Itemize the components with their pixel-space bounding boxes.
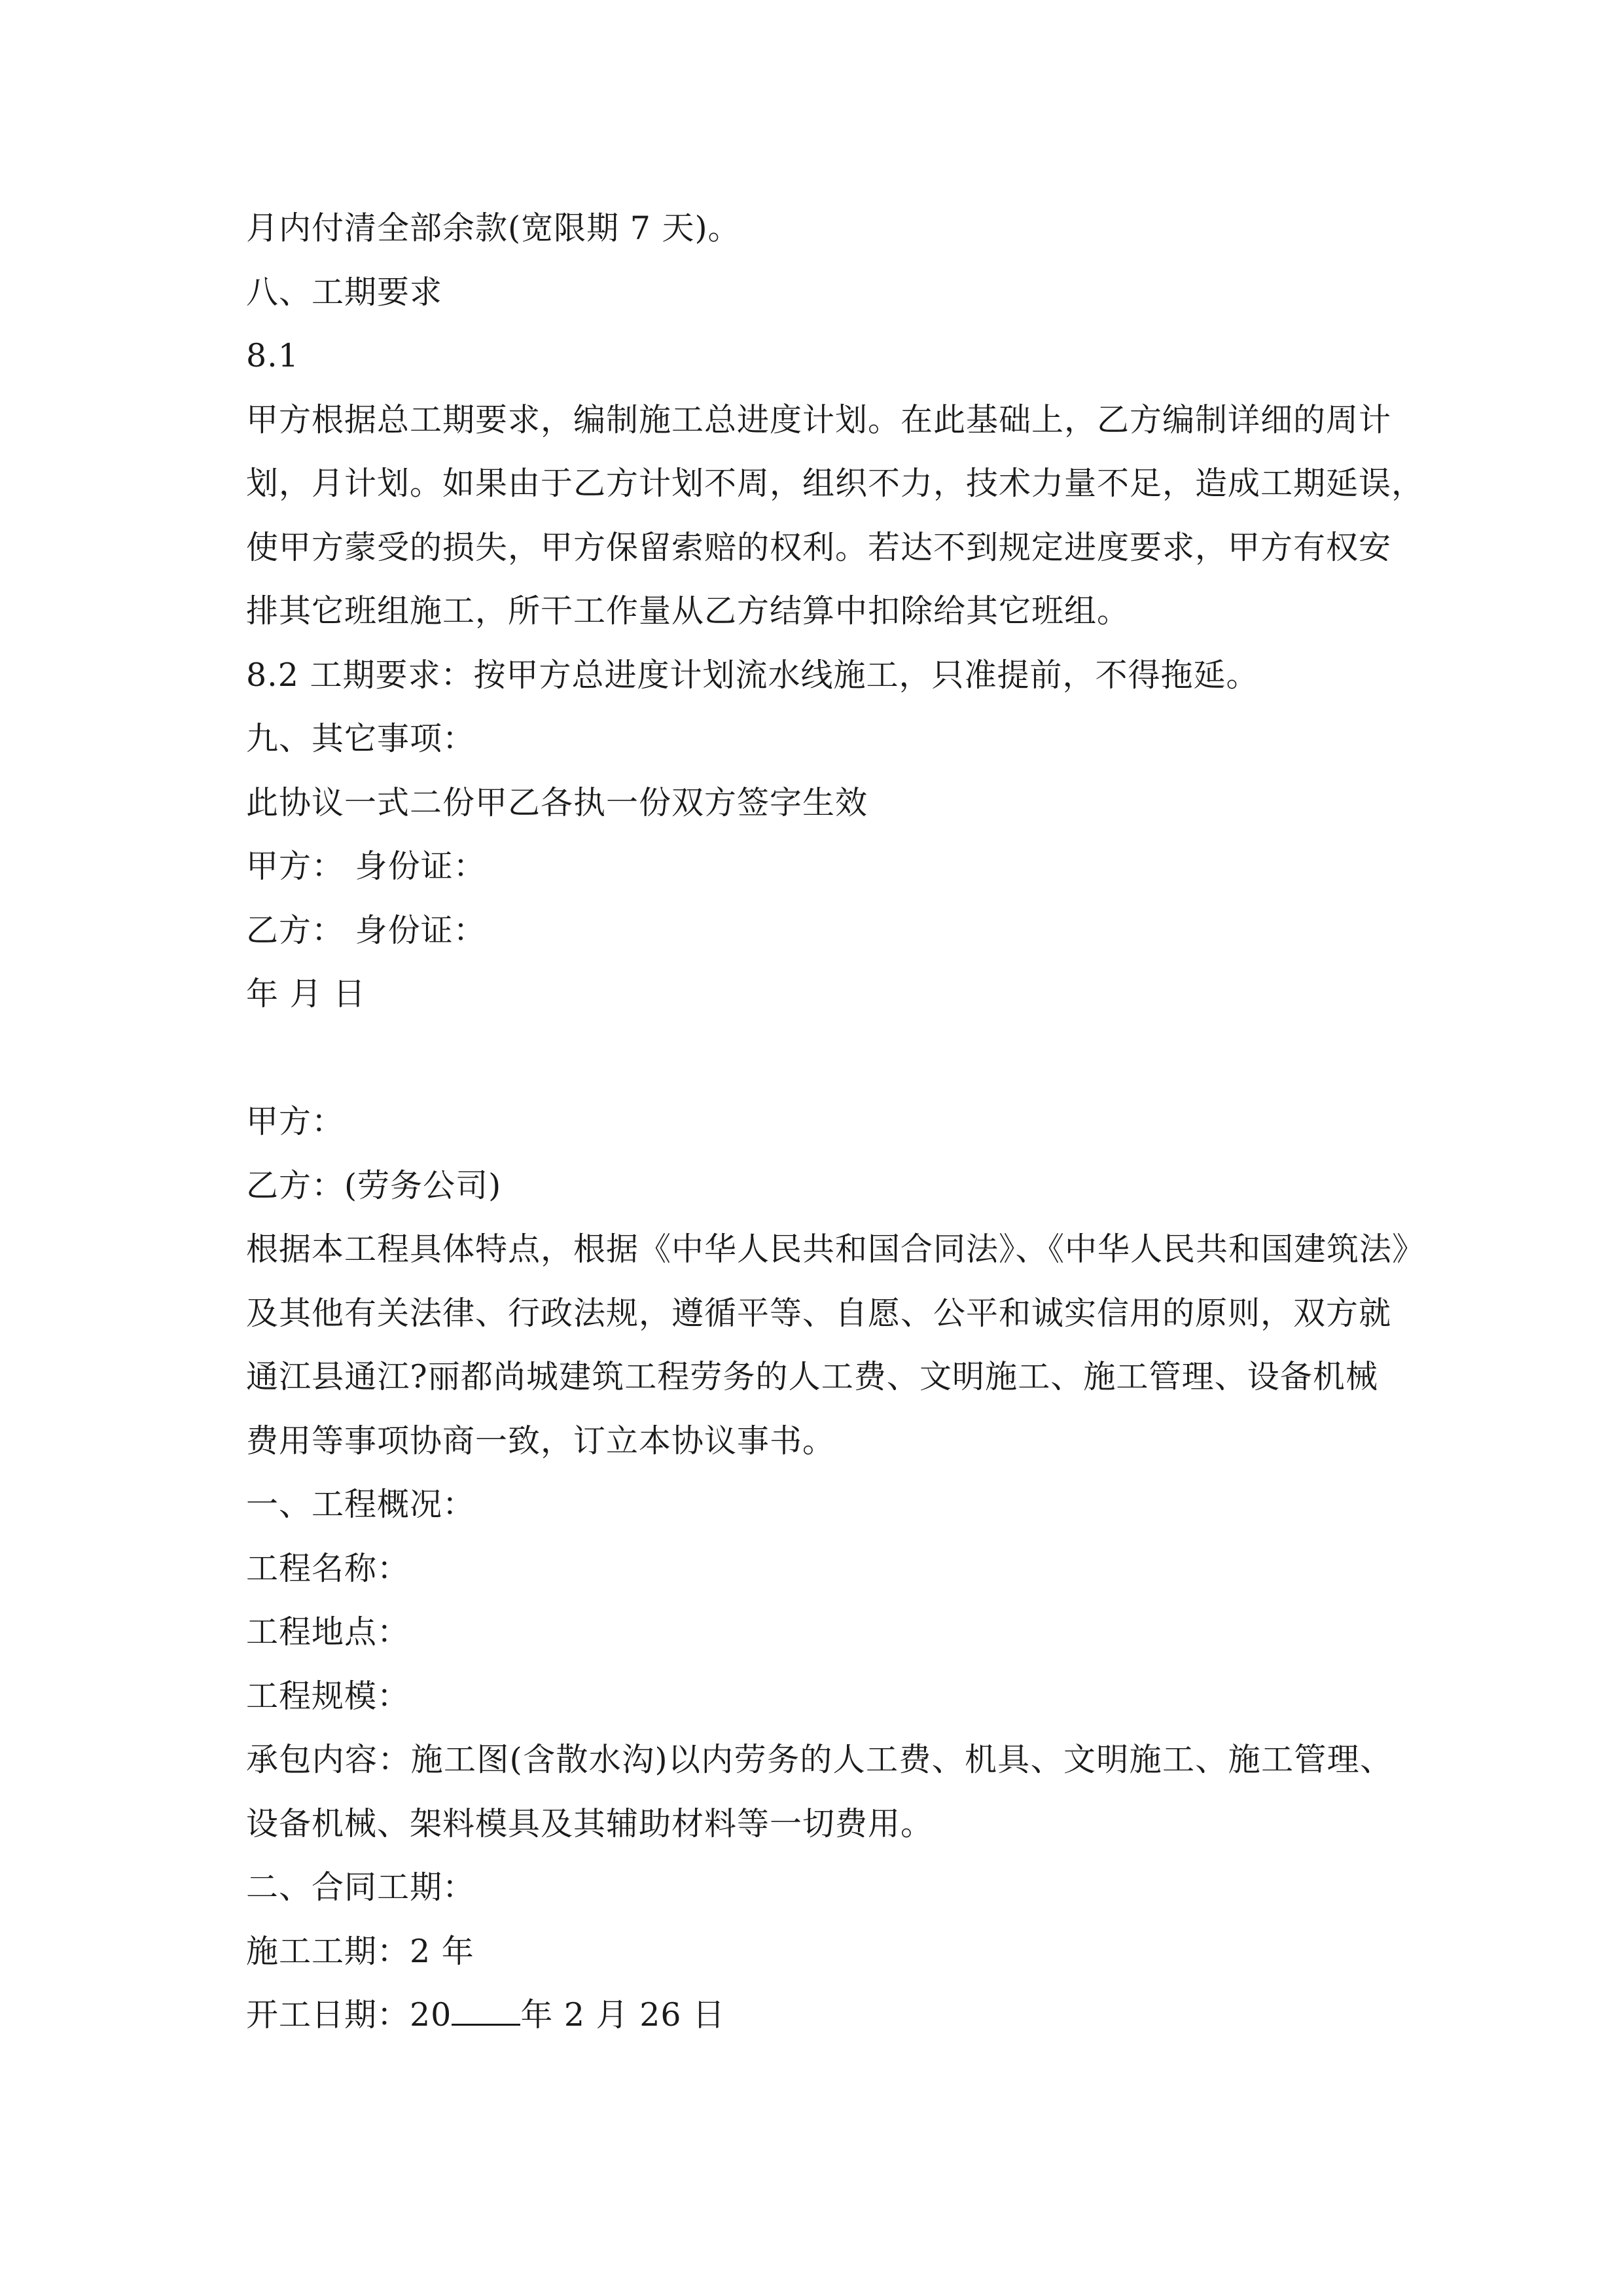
blank-line [246,1026,1411,1090]
text-line: 月内付清全部余款(宽限期 7 天)。 [246,209,741,247]
text-line: 使甲方蒙受的损失，甲方保留索赔的权利。若达不到规定进度要求，甲方有权安 [246,528,1392,566]
blank-underline [452,1998,520,2026]
field-project-name: 工程名称： [246,1549,410,1587]
text-line: 此协议一式二份甲乙各执一份双方签字生效 [246,783,868,821]
signature-party-b: 乙方： 身份证： [246,911,486,949]
clause-number: 8.1 [246,337,299,374]
start-date-suffix: 年 2 月 26 日 [520,1996,726,2034]
text-line: 承包内容：施工图(含散水沟)以内劳务的人工费、机具、文明施工、施工管理、 [246,1741,1393,1778]
signature-party-a: 甲方： 身份证： [246,848,486,885]
section-heading: 八、工期要求 [246,273,443,311]
text-line: 排其它班组施工，所干工作量从乙方结算中扣除给其它班组。 [246,592,1130,630]
text-line: 设备机械、架料模具及其辅助材料等一切费用。 [246,1804,934,1842]
party-b-line: 乙方：(劳务公司) [246,1166,502,1204]
section-heading: 九、其它事项： [246,720,476,757]
field-start-date [246,1983,1411,2047]
party-a-line: 甲方： [246,1103,345,1140]
field-construction-period: 施工工期：2 年 [246,1932,474,1970]
signature-date: 年 月 日 [246,975,366,1013]
text-line: 通江县通江?丽都尚城建筑工程劳务的人工费、文明施工、施工管理、设备机械 [246,1358,1378,1395]
text-line: 根据本工程具体特点，根据《中华人民共和国合同法》、《中华人民共和国建筑法》 [246,1230,1425,1268]
text-line: 甲方根据总工期要求，编制施工总进度计划。在此基础上，乙方编制详细的周计 [246,401,1392,439]
field-project-scale: 工程规模： [246,1677,410,1715]
text-line: 费用等事项协商一致，订立本协议事书。 [246,1422,836,1460]
start-date-prefix: 开工日期：20 [246,1996,452,2034]
text-line: 及其他有关法律、行政法规，遵循平等、自愿、公平和诚实信用的原则，双方就 [246,1294,1392,1332]
clause-text: 8.2 工期要求：按甲方总进度计划流水线施工，只准提前，不得拖延。 [246,656,1259,694]
document-body [246,196,1425,2047]
field-project-location: 工程地点： [246,1613,410,1651]
section-heading: 一、工程概况： [246,1486,476,1523]
section-heading: 二、合同工期： [246,1869,476,1906]
text-line: 划，月计划。如果由于乙方计划不周，组织不力，技术力量不足，造成工期延误， [246,465,1425,502]
